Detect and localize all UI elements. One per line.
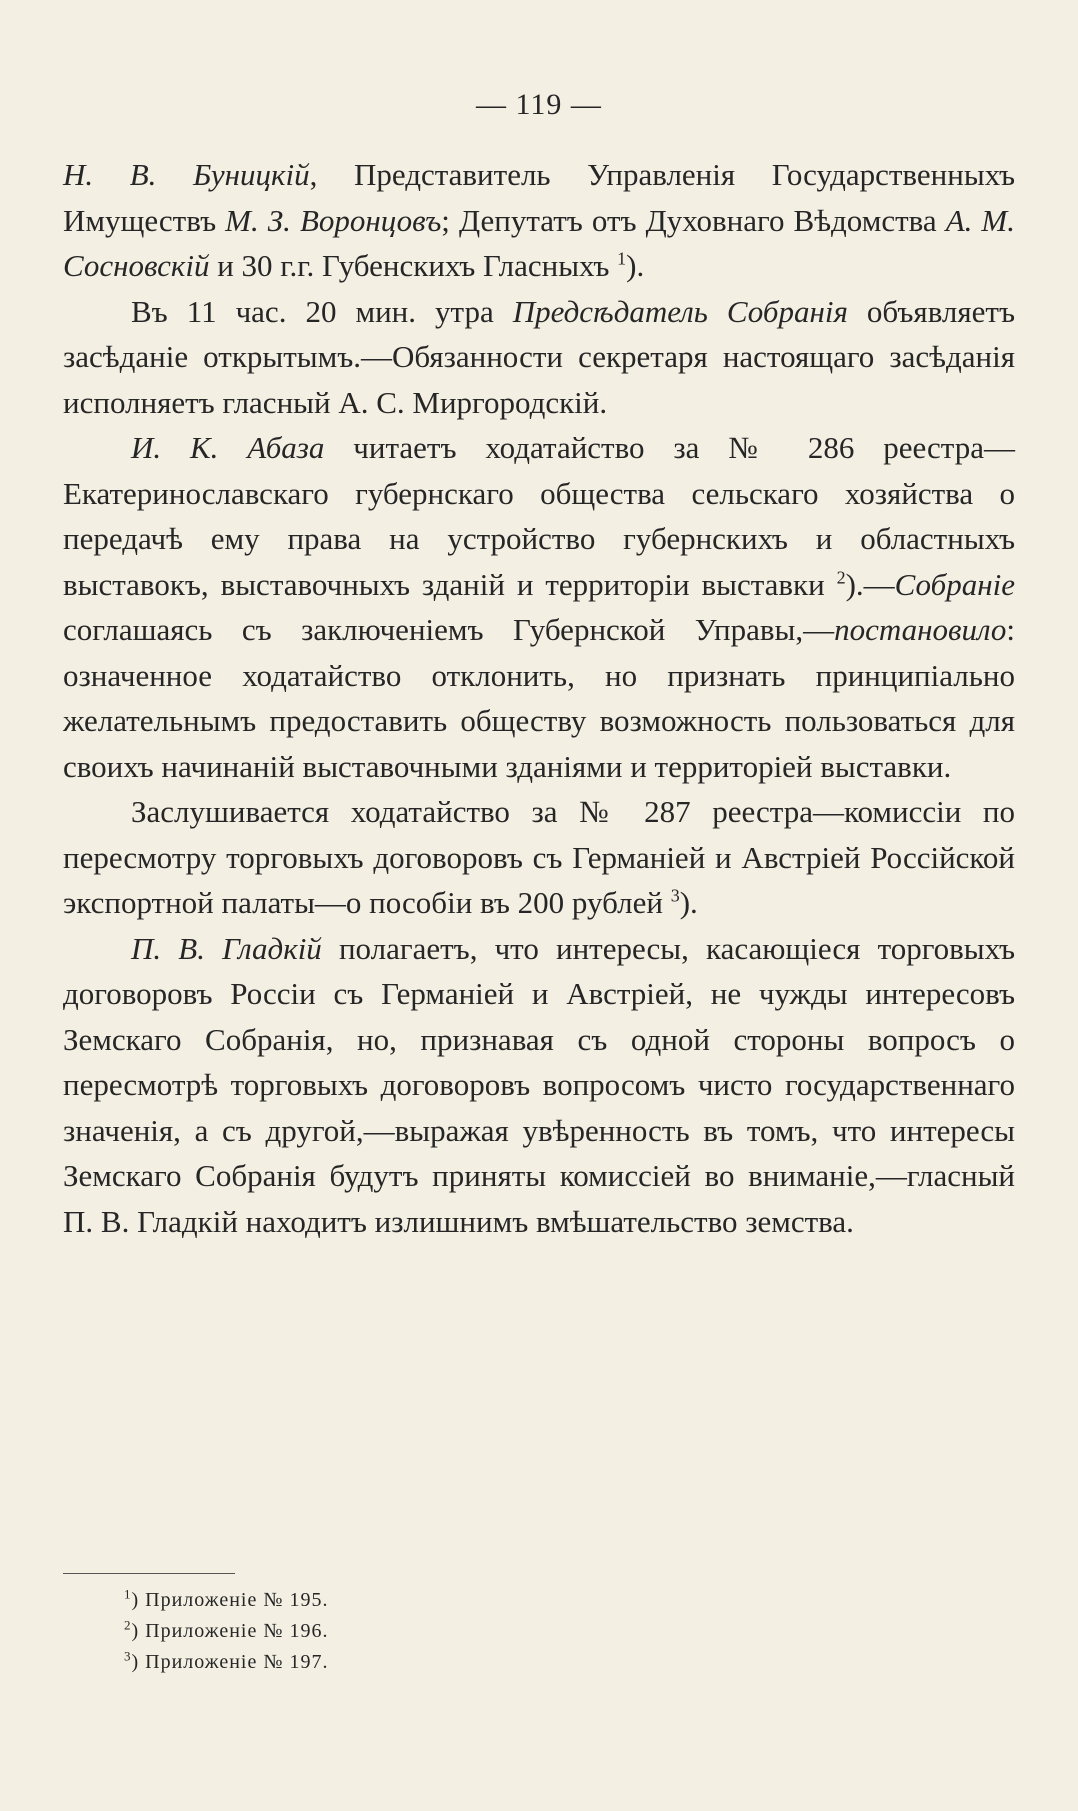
text-segment: Въ 11 час. 20 мин. утра	[131, 293, 513, 329]
text-segment: читаетъ ходатайство за № 286 реестра—Екатеринославскаго губернскаго общества сельскаго хозяйства о передачѣ ему права на устройство губернскихъ и областныхъ выставокъ, выставочныхъ зданій и территоріи выставки	[63, 430, 1015, 602]
footnote-mark: 2	[124, 1617, 132, 1633]
text-segment: соглашаясь съ заключеніемъ Губернской Управы,—	[63, 612, 835, 647]
footnote-mark: 3	[124, 1648, 132, 1664]
text-segment: Н. В. Буницкій	[63, 157, 310, 192]
paragraph-5	[63, 926, 1015, 1245]
footnote-text: ) Приложеніе № 196.	[131, 1620, 329, 1642]
text-segment: : означенное ходатайство отклонить, но признать принципіально желательнымъ предоставить обществу возможность пользоваться для своихъ начинаній выставочными зданіями и территоріей выставки.	[63, 612, 1015, 784]
text-segment: постановило	[834, 612, 1007, 647]
footnote-divider	[63, 1573, 235, 1574]
text-segment: объявляетъ засѣданіе открытымъ.—Обязанности секретаря настоящаго засѣданія исполняетъ гласный А. С. Миргородскій.	[63, 293, 1015, 420]
footnote-2	[124, 1616, 328, 1647]
text-segment: ).	[679, 885, 698, 920]
footnote-text: ) Приложеніе № 197.	[131, 1651, 329, 1673]
text-segment: А. М. Сосновскій	[63, 202, 1016, 283]
text-segment: П. В. Гладкій	[131, 930, 322, 966]
paragraph-1	[63, 152, 1015, 289]
text-segment: Предсѣдатель Собранія	[512, 293, 848, 329]
text-segment: Заслушивается ходатайство за № 287 реестра—комиссіи по пересмотру торговыхъ договоровъ съ Германіей и Австріей Россійской экспортной палаты—о пособіи въ 200 рублей	[63, 794, 1015, 920]
footnote-ref[interactable]: 3	[670, 885, 680, 906]
text-segment: ; Депутатъ отъ Духовнаго Вѣдомства	[441, 202, 946, 238]
text-segment: М. З. Воронцовъ	[225, 202, 442, 238]
paragraph-2	[63, 289, 1015, 426]
text-segment: Собраніе	[894, 566, 1015, 602]
footnotes	[124, 1585, 328, 1678]
paragraph-3	[63, 425, 1015, 789]
footnote-3	[124, 1647, 328, 1678]
text-segment: ).—	[845, 566, 895, 602]
paragraph-4	[63, 789, 1015, 926]
text-segment: И. К. Абаза	[131, 430, 325, 465]
text-segment: , Представитель Управленія Государственныхъ Имуществъ	[63, 157, 1015, 238]
text-segment: ).	[626, 248, 645, 283]
footnote-ref[interactable]: 2	[836, 567, 846, 588]
text-segment: полагаетъ, что интересы, касающіеся торговыхъ договоровъ Россіи съ Германіей и Австріей, не чужды интересовъ Земскаго Собранія, но, признавая съ одной стороны вопросъ о пересмотрѣ торговыхъ договоровъ вопросомъ чисто государственнаго значенія, а съ другой,—выражая увѣренность въ томъ, что интересы Земскаго Собранія будутъ приняты комиссіей во вниманіе,—гласный П. В. Гладкій находитъ излишнимъ вмѣшательство земства.	[63, 930, 1015, 1239]
document-body	[63, 152, 1015, 1244]
footnote-mark: 1	[124, 1586, 132, 1602]
footnote-ref[interactable]: 1	[617, 248, 627, 269]
footnote-1	[124, 1585, 328, 1616]
text-segment: и 30 г.г. Губенскихъ Гласныхъ	[209, 248, 618, 283]
footnote-text: ) Приложеніе № 195.	[131, 1589, 329, 1611]
page-number: — 119 —	[476, 88, 602, 121]
